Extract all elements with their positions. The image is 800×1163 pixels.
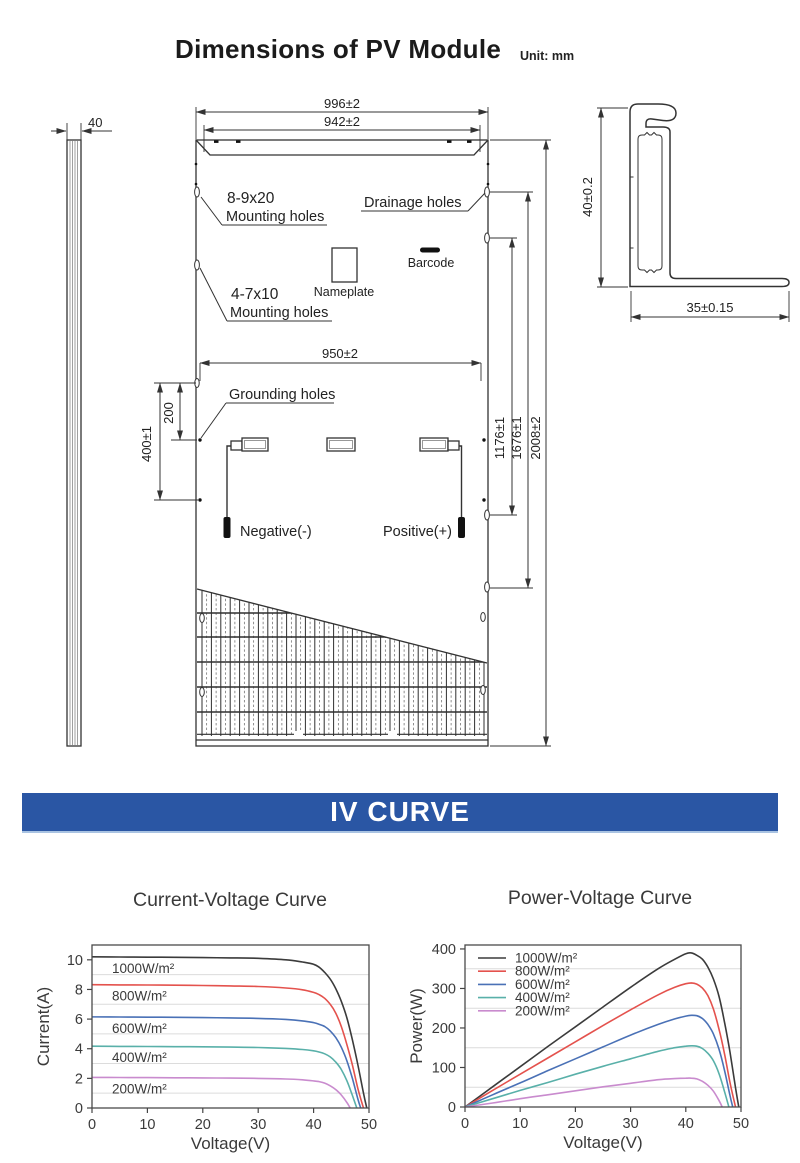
dim-950-label: 950±2 xyxy=(321,346,359,361)
barcode-label: Barcode xyxy=(407,256,455,270)
curve-400W/m² xyxy=(465,1046,729,1107)
y-tick-label: 2 xyxy=(74,1071,83,1088)
legend-entry: 600W/m² xyxy=(515,976,570,992)
dim-942-label: 942±2 xyxy=(323,114,361,129)
side-view xyxy=(51,115,112,746)
grid-notch xyxy=(294,731,303,737)
series-label: 400W/m² xyxy=(112,1050,167,1066)
dim-1676-label: 1676±1 xyxy=(509,416,524,460)
x-tick-label: 20 xyxy=(194,1117,211,1133)
dim-2008-label: 2008±2 xyxy=(528,416,543,460)
iv-curve-banner-text: IV CURVE xyxy=(330,796,470,827)
legend-entry: 1000W/m² xyxy=(515,950,578,966)
curve-200W/m² xyxy=(465,1078,722,1107)
iv-charts xyxy=(0,860,800,1163)
nameplate-label: Nameplate xyxy=(313,285,375,299)
x-tick-label: 0 xyxy=(460,1116,470,1132)
dim-996-label: 996±2 xyxy=(323,96,361,111)
x-tick-label: 30 xyxy=(622,1116,639,1132)
curve-1000W/m² xyxy=(465,950,739,1107)
mounting8-sub-label: Mounting holes xyxy=(226,209,325,225)
frame-profile xyxy=(580,104,789,322)
dim-right-group xyxy=(490,140,551,746)
dim-400-label: 400±1 xyxy=(139,425,154,463)
dim-left-group xyxy=(139,383,198,500)
y-axis-label: Power(W) xyxy=(407,988,426,1064)
mounting4-label: 4-7x10 xyxy=(231,286,279,303)
y-axis-label: Current(A) xyxy=(34,986,53,1067)
frame-hollow xyxy=(638,133,662,273)
pv-module-dimension-drawing xyxy=(0,85,800,770)
pv-chart-title: Power-Voltage Curve xyxy=(507,887,693,909)
x-tick-label: 40 xyxy=(677,1116,694,1132)
dim-200-label: 200 xyxy=(161,402,176,424)
positive-label: Positive(+) xyxy=(383,524,452,540)
page-title: Dimensions of PV Module xyxy=(175,34,502,64)
x-tick-label: 40 xyxy=(305,1117,322,1133)
x-tick-label: 50 xyxy=(732,1116,750,1132)
series-label: 600W/m² xyxy=(112,1020,167,1036)
series-label: 1000W/m² xyxy=(112,960,175,976)
x-tick-label: 10 xyxy=(512,1116,529,1132)
legend-entry: 800W/m² xyxy=(515,963,570,979)
dim-side-thickness: 40 xyxy=(88,115,103,130)
unit-label: Unit: mm xyxy=(520,49,575,63)
positive-connector xyxy=(458,517,465,538)
series-label: 800W/m² xyxy=(112,988,167,1004)
grounding-label: Grounding holes xyxy=(229,387,336,403)
current-voltage-chart xyxy=(34,945,377,1153)
front-view xyxy=(139,96,551,746)
dim-frame-width-label: 35±0.15 xyxy=(686,300,734,315)
negative-label: Negative(-) xyxy=(240,524,312,540)
x-tick-label: 0 xyxy=(87,1117,97,1133)
dim-frame-height-label: 40±0.2 xyxy=(580,177,595,217)
x-tick-label: 30 xyxy=(250,1117,267,1133)
series-label: 200W/m² xyxy=(112,1081,167,1097)
curve-600W/m² xyxy=(465,1015,733,1107)
y-tick-label: 4 xyxy=(74,1041,83,1058)
legend-entry: 400W/m² xyxy=(515,990,570,1006)
dim-frame-width xyxy=(631,291,789,322)
negative-connector xyxy=(224,517,231,538)
x-tick-label: 50 xyxy=(360,1117,378,1133)
y-tick-label: 100 xyxy=(431,1060,456,1077)
y-tick-label: 0 xyxy=(447,1100,456,1116)
x-axis-label: Voltage(V) xyxy=(190,1134,271,1153)
y-tick-label: 300 xyxy=(431,981,456,998)
y-tick-label: 10 xyxy=(66,952,83,969)
x-tick-label: 10 xyxy=(139,1117,156,1133)
dim-1176-label: 1176±1 xyxy=(492,416,507,460)
drainage-label: Drainage holes xyxy=(364,195,462,211)
x-axis-label: Voltage(V) xyxy=(563,1133,643,1152)
y-tick-label: 8 xyxy=(74,982,83,999)
y-tick-label: 0 xyxy=(74,1101,83,1117)
grid-notch xyxy=(388,731,397,737)
mounting4-sub-label: Mounting holes xyxy=(230,305,329,321)
y-tick-label: 200 xyxy=(431,1020,456,1037)
iv-chart-title: Current-Voltage Curve xyxy=(132,889,328,911)
legend-entry: 200W/m² xyxy=(515,1003,570,1019)
power-voltage-chart xyxy=(407,942,749,1152)
x-tick-label: 20 xyxy=(567,1116,584,1132)
y-tick-label: 6 xyxy=(74,1012,83,1029)
iv-curve-banner xyxy=(22,793,778,833)
dim-frame-height xyxy=(580,108,628,287)
y-tick-label: 400 xyxy=(431,941,456,958)
mounting8-label: 8-9x20 xyxy=(227,190,275,207)
